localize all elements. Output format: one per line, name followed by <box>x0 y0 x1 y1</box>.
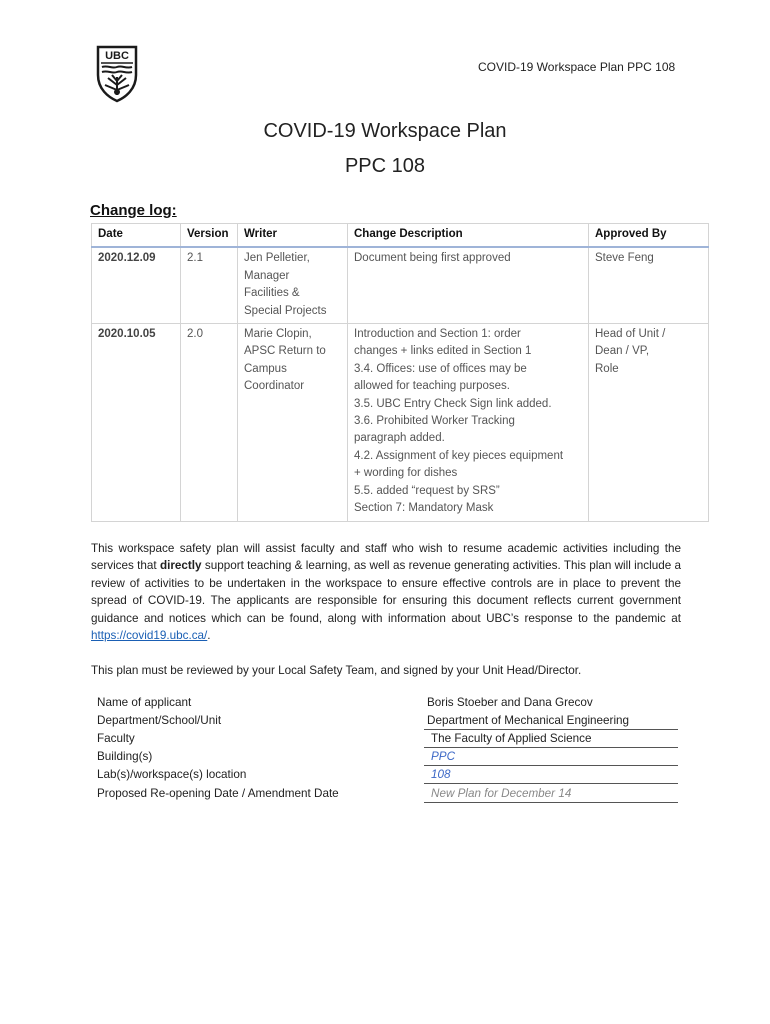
svg-text:UBC: UBC <box>105 50 129 62</box>
description-line: 4.2. Assignment of key pieces equipment <box>354 449 564 462</box>
description-line: 5.5. added “request by SRS” <box>354 484 500 497</box>
building-label: Building(s) <box>97 750 153 763</box>
approved-line: Head of Unit / <box>595 328 666 341</box>
writer-line: Campus <box>244 362 287 375</box>
writer-line: APSC Return to <box>244 345 326 358</box>
cell-approved-by <box>589 324 709 521</box>
description-line: + wording for dishes <box>354 467 458 480</box>
description-line: Section 7: Mandatory Mask <box>354 502 494 515</box>
cell-writer <box>238 324 348 521</box>
cell-version: 2.1 <box>181 247 238 323</box>
cell-version: 2.0 <box>181 324 238 521</box>
description-line: Document being first approved <box>354 252 511 265</box>
column-header-version: Version <box>181 224 238 248</box>
table-row <box>92 247 709 323</box>
cell-date: 2020.10.05 <box>92 324 181 521</box>
description-line: Introduction and Section 1: order <box>354 328 521 341</box>
cell-date: 2020.12.09 <box>92 247 181 323</box>
approved-line: Role <box>595 362 619 375</box>
intro-text: support teaching & learning, as well as revenue generating activities. This plan will include a review of activities to be undertaken in the workspace to ensure effective controls are in place to prevent the spread of COVID-19. The applicants are responsible for ensuring this document reflects current government guidance and notices which can be found, along with information about UBC’s response to the pandemic at <box>91 559 681 625</box>
approved-line: Steve Feng <box>595 252 654 265</box>
building-field[interactable]: PPC <box>424 750 678 766</box>
description-line: changes + links edited in Section 1 <box>354 345 532 358</box>
applicant-value: Boris Stoeber and Dana Grecov <box>427 696 593 709</box>
writer-line: Jen Pelletier, <box>244 252 310 265</box>
description-line: 3.4. Offices: use of offices may be <box>354 362 527 375</box>
column-header-description: Change Description <box>348 224 589 248</box>
description-line: allowed for teaching purposes. <box>354 380 510 393</box>
changelog-header-row <box>92 224 709 248</box>
writer-line: Coordinator <box>244 380 305 393</box>
location-label: Lab(s)/workspace(s) location <box>97 768 247 781</box>
writer-line: Special Projects <box>244 304 327 317</box>
intro-text: . <box>207 629 211 643</box>
document-title: COVID-19 Workspace Plan <box>263 120 507 142</box>
intro-text: This workspace safety plan will assist faculty and staff who wish to resume academic activities including the services that <box>91 542 681 573</box>
reopening-date-field[interactable]: New Plan for December 14 <box>424 787 678 803</box>
writer-line: Facilities & <box>244 287 300 300</box>
writer-line: Manager <box>244 269 290 282</box>
column-header-approved-by: Approved By <box>589 224 709 248</box>
ubc-logo <box>96 45 138 103</box>
covid-info-link[interactable]: https://covid19.ubc.ca/ <box>91 629 208 643</box>
cell-approved-by <box>589 247 709 323</box>
column-header-date: Date <box>92 224 181 248</box>
column-header-writer: Writer <box>238 224 348 248</box>
cell-writer <box>238 247 348 323</box>
reopening-date-label: Proposed Re-opening Date / Amendment Date <box>97 787 339 800</box>
description-line: 3.6. Prohibited Worker Tracking <box>354 415 515 428</box>
document-subtitle: PPC 108 <box>344 155 426 177</box>
intro-paragraph <box>91 540 681 644</box>
cell-description <box>348 247 589 323</box>
writer-line: Marie Clopin, <box>244 328 312 341</box>
department-label: Department/School/Unit <box>97 714 222 727</box>
document-reference: COVID-19 Workspace Plan PPC 108 <box>478 60 676 74</box>
cell-description <box>348 324 589 521</box>
approved-line: Dean / VP, <box>595 345 650 358</box>
changelog-heading: Change log: <box>90 202 177 219</box>
intro-emphasis: directly <box>159 559 202 573</box>
changelog-table <box>91 223 709 522</box>
review-note: This plan must be reviewed by your Local Safety Team, and signed by your Unit Head/Director. <box>91 664 582 677</box>
table-row <box>92 324 709 521</box>
description-line: 3.5. UBC Entry Check Sign link added. <box>354 397 552 410</box>
description-line: paragraph added. <box>354 432 445 445</box>
location-field[interactable]: 108 <box>424 768 678 784</box>
faculty-label: Faculty <box>97 732 135 745</box>
applicant-label: Name of applicant <box>97 696 192 709</box>
faculty-field[interactable]: The Faculty of Applied Science <box>424 732 678 748</box>
department-field[interactable]: Department of Mechanical Engineering <box>424 714 678 730</box>
